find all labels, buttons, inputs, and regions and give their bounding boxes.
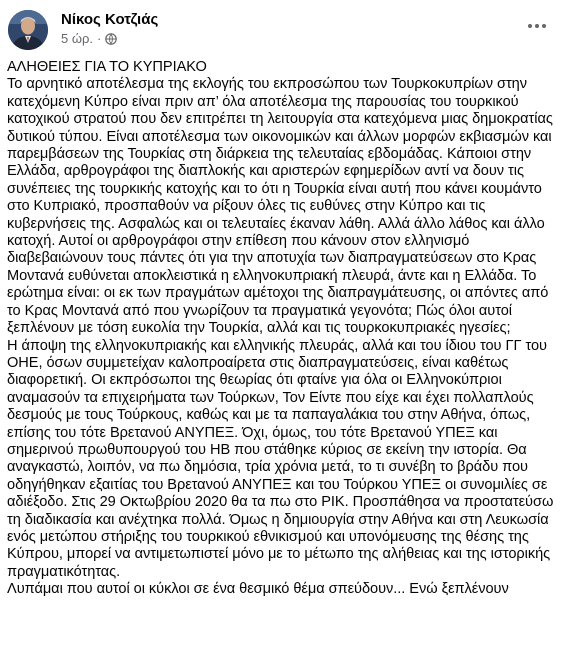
- post-time[interactable]: 5 ώρ.: [61, 31, 93, 46]
- post-paragraph: Λυπάμαι που αυτοί οι κύκλοι σε ένα θεσμικό θέμα σπεύδουν... Ενώ ξεπλένουν: [7, 581, 509, 598]
- author-avatar[interactable]: [8, 10, 48, 50]
- meta-separator: ·: [97, 31, 102, 46]
- author-name[interactable]: Νίκος Κοτζιάς: [61, 11, 159, 28]
- post-title: ΑΛΗΘΕΙΕΣ ΓΙΑ ΤΟ ΚΥΠΡΙΑΚΟ: [7, 59, 207, 75]
- post-meta: [61, 31, 117, 47]
- globe-icon[interactable]: [105, 33, 117, 45]
- avatar-photo: [8, 10, 48, 50]
- post-paragraph: Το αρνητικό αποτέλεσμα της εκλογής του εκπροσώπου των Τουρκοκυπρίων στην κατεχόμενη Κύπρο είναι πριν απ’ όλα αποτέλεσμα της παρουσίας του τουρκικού κατοχικού στρατού που δεν επιτρέπει τη λειτουργία στα κατεχόμενα μιας δημοκρατίας δυτικού τύπου. Είναι αποτέλεσμα των οικονομικών και άλλων μορφών εκβιασμών και παρεμβάσεων της Τουρκίας στη διάρκεια της τελευταίας εβδομάδας. Κάποιοι στην Ελλάδα, αρθρογράφοι της διαπλοκής και αριστερών εφημερίδων αντί να δουν τις συνέπειες της τουρκικής κατοχής και το ότι η Τουρκία είναι αυτή που κάνει κουμάντο στο Κυπριακό, προσπαθούν να ρίξουν όλες τις ευθύνες στην Κύπρο και τις κυβερνήσεις της. Ασφαλώς και οι τελευταίες έκαναν λάθη. Αλλά άλλο λάθος και άλλο κατοχή. Αυτοί οι αρθρογράφοι στην επίθεση που κάνουν στον ελληνισμό διαβεβαιώνουν τους πάντες ότι για την αποτυχία των διαπραγματεύσεων στο Κρας Μοντανά ευθύνεται αποκλειστικά η ελληνοκυπριακή πλευρά, άντε και η Ελλάδα. Το ερώτημα είναι: οι εκ των πραγμάτων αμέτοχοι της διαπραγμάτευσης, οι απόντες από το Κρας Μοντανά από που γνωρίζουν τα πραγματικά γεγονότα; Πώς όλοι αυτοί ξεπλένουν με τόση ευκολία την Τουρκία, αλλά και τις τουρκοκυπριακές ηγεσίες;: [7, 76, 557, 337]
- more-options-icon[interactable]: [522, 16, 552, 36]
- post-header: [8, 10, 558, 52]
- post-paragraph: Η άποψη της ελληνοκυπριακής και ελληνικής πλευράς, αλλά και του ίδιου του ΓΓ του ΟΗΕ, όσων συμμετείχαν καλοπροαίρετα στις διαπραγματεύσεις, είναι καθέτως διαφορετική. Οι εκπρόσωποι της θεωρίας ότι φταίνε για όλα οι Ελληνοκύπριοι αναμασούν τα επιχειρήματα των Τούρκων, Τον Είντε που είχε και έχει πολλαπλούς δεσμούς με τους Τούρκους, καθώς και με τα παπαγαλάκια του στην Αθήνα, όπως, επίσης του τότε Βρετανού ΑΝΥΠΕΞ. Όχι, όμως, του τότε Βρετανού ΥΠΕΞ και σημερινού πρωθυπουργού του ΗΒ που στάθηκε κύριος σε εκείνη την ιστορία. Θα αναγκαστώ, λοιπόν, να πω δημόσια, τρία χρόνια μετά, το τι συνέβη το βράδυ που οδηγήθηκαν εξαιτίας του Βρετανού ΑΝΥΠΕΞ και του Τούρκου ΥΠΕΞ οι συνομιλίες σε αδιέξοδο. Στις 29 Οκτωβρίου 2020 θα τα πω στο ΡΙΚ. Προσπάθησα να προστατεύσω τη διαδικασία και ανέχτηκα πολλά. Όμως η δημιουργία στην Αθήνα και στη Λευκωσία ενός μετώπου στήριξης του τουρκικού εθνικισμού και υπονόμευσης της θέσης της Κύπρου, μπορεί να αντιμετωπιστεί μόνο με το μέτωπο της αλήθειας και της ιστορικής πραγματικότητας.: [7, 337, 558, 580]
- post-body: [7, 59, 560, 599]
